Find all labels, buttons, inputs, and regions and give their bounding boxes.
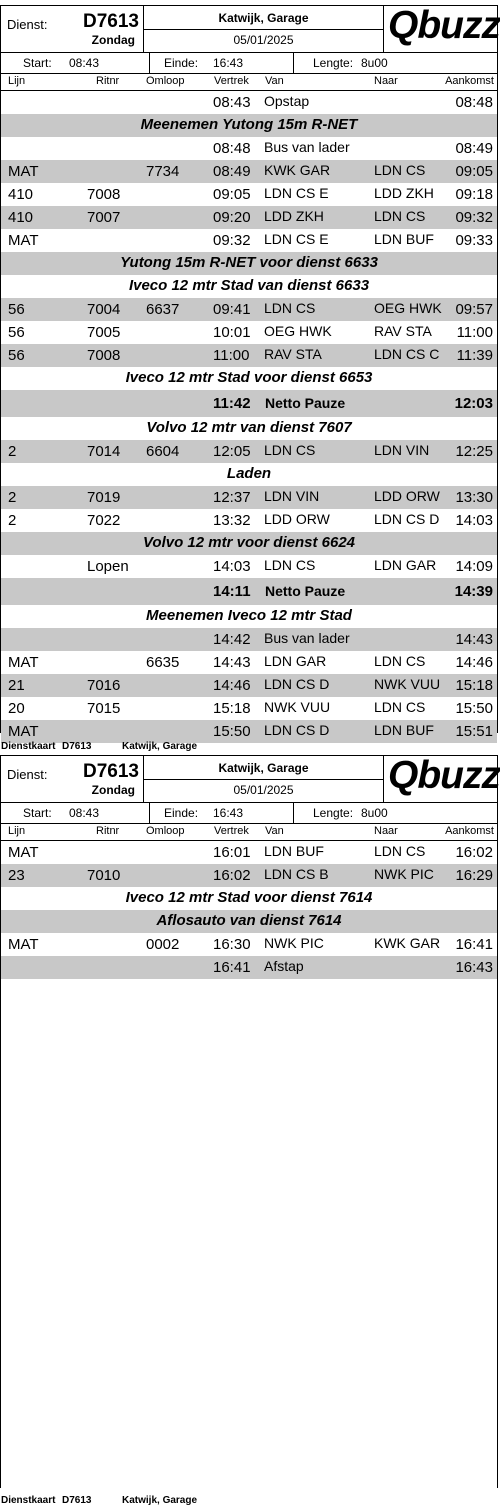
- table-row: [1, 628, 497, 651]
- col-van: Van: [265, 825, 284, 837]
- length-label: Lengte:: [313, 56, 354, 70]
- lijn-cell: 410: [8, 186, 34, 203]
- ritnr-cell: 7005: [87, 324, 121, 341]
- table-row: [1, 321, 497, 344]
- lijn-cell: 410: [8, 209, 34, 226]
- ritnr-cell: 7008: [87, 186, 121, 203]
- van-cell: LDN CS: [264, 300, 316, 316]
- footer-dienst: D7613: [62, 741, 92, 752]
- ritnr-cell: 7008: [87, 347, 121, 364]
- naar-cell: NWK VUU: [374, 676, 441, 692]
- section-heading: Iveco 12 mtr Stad voor dienst 6653: [125, 369, 373, 386]
- van-cell: Bus van lader: [264, 139, 350, 155]
- qbuzz-logo: Qbuzz: [388, 4, 500, 47]
- naar-cell: LDN VIN: [374, 442, 430, 458]
- vertrek-cell: 10:01: [213, 324, 251, 341]
- start-time: 08:43: [69, 806, 100, 820]
- pause-start: 11:42: [213, 395, 251, 412]
- van-cell: LDN CS E: [264, 185, 329, 201]
- col-naar: Naar: [374, 75, 398, 87]
- dienst-label: Dienst:: [7, 767, 48, 782]
- ritnr-cell: 7004: [87, 301, 121, 318]
- vertrek-cell: 09:05: [213, 186, 251, 203]
- aankomst-cell: 09:18: [455, 186, 493, 203]
- col-vertrek: Vertrek: [214, 75, 249, 87]
- lijn-cell: MAT: [8, 232, 39, 249]
- naar-cell: KWK GAR: [374, 935, 441, 951]
- naar-cell: LDN CS: [374, 653, 426, 669]
- aankomst-cell: 09:32: [455, 209, 493, 226]
- naar-cell: RAV STA: [374, 323, 432, 339]
- date: 05/01/2025: [233, 33, 294, 47]
- ritnr-cell: 7016: [87, 677, 121, 694]
- end-time: 16:43: [213, 806, 244, 820]
- section-heading: Volvo 12 mtr van dienst 7607: [146, 419, 352, 436]
- van-cell: NWK PIC: [264, 935, 324, 951]
- naar-cell: LDN BUF: [374, 722, 434, 738]
- col-ritnr: Ritnr: [96, 825, 120, 837]
- ritnr-cell: 7010: [87, 867, 121, 884]
- aankomst-cell: 16:29: [455, 867, 493, 884]
- aankomst-cell: 15:18: [455, 677, 493, 694]
- end-time: 16:43: [213, 56, 244, 70]
- col-lijn: Lijn: [8, 75, 26, 87]
- col-omloop: Omloop: [146, 75, 185, 87]
- van-cell: RAV STA: [264, 346, 322, 362]
- section-heading: Iveco 12 mtr Stad voor dienst 7614: [125, 889, 373, 906]
- table-row: [1, 956, 497, 979]
- vertrek-cell: 16:41: [213, 959, 251, 976]
- omloop-cell: 6635: [146, 654, 180, 671]
- van-cell: Opstap: [264, 93, 310, 109]
- page-2-blank-area: [0, 983, 498, 1488]
- omloop-cell: 6637: [146, 301, 180, 318]
- vertrek-cell: 09:41: [213, 301, 251, 318]
- aankomst-cell: 16:41: [455, 936, 493, 953]
- end-label: Einde:: [164, 806, 199, 820]
- naar-cell: LDN CS: [374, 699, 426, 715]
- table-row: [1, 555, 497, 578]
- vertrek-cell: 11:00: [213, 347, 250, 364]
- aankomst-cell: 12:25: [455, 443, 493, 460]
- col-vertrek: Vertrek: [214, 825, 249, 837]
- vertrek-cell: 15:18: [213, 700, 251, 717]
- col-omloop: Omloop: [146, 825, 185, 837]
- trip-list: [1, 841, 497, 979]
- section-heading: Volvo 12 mtr voor dienst 6624: [1, 532, 497, 555]
- aankomst-cell: 09:05: [455, 163, 493, 180]
- table-row: [1, 697, 497, 720]
- aankomst-cell: 09:33: [455, 232, 493, 249]
- page-header: [1, 754, 500, 803]
- ritnr-cell: 7022: [87, 512, 121, 529]
- aankomst-cell: 08:48: [455, 94, 493, 111]
- footer-location: Katwijk, Garage: [122, 741, 198, 752]
- start-label: Start:: [23, 806, 52, 820]
- vertrek-cell: 14:43: [213, 654, 251, 671]
- shift-times: [1, 803, 497, 824]
- vertrek-cell: 08:49: [213, 163, 251, 180]
- qbuzz-logo: Qbuzz: [388, 754, 500, 797]
- vertrek-cell: 14:46: [213, 677, 251, 694]
- aankomst-cell: 14:09: [455, 558, 493, 575]
- location-date-box: [143, 6, 384, 52]
- pause-end: 14:39: [454, 583, 493, 600]
- van-cell: LDN CS D: [264, 722, 330, 738]
- date: 05/01/2025: [233, 783, 294, 797]
- vertrek-cell: 15:50: [213, 723, 251, 740]
- van-cell: NWK VUU: [264, 699, 331, 715]
- vertrek-cell: 14:03: [213, 558, 251, 575]
- table-row: [1, 720, 497, 743]
- length-value: 8u00: [361, 56, 388, 70]
- ritnr-cell: Lopen: [87, 558, 129, 575]
- footer-label: Dienstkaart: [1, 741, 56, 752]
- ritnr-cell: 7014: [87, 443, 121, 460]
- section-heading: Yutong 15m R-NET voor dienst 6633: [1, 252, 497, 275]
- length-label: Lengte:: [313, 806, 354, 820]
- col-aankomst: Aankomst: [445, 825, 494, 837]
- pause-end: 12:03: [454, 395, 493, 412]
- trip-list: [1, 91, 497, 743]
- table-row: [1, 160, 497, 183]
- section-heading: Meenemen Iveco 12 mtr Stad: [146, 607, 352, 624]
- vertrek-cell: 14:42: [213, 631, 251, 648]
- location-date-box: [143, 756, 384, 802]
- van-cell: LDN CS: [264, 557, 316, 573]
- lijn-cell: 23: [8, 867, 25, 884]
- col-ritnr: Ritnr: [96, 75, 120, 87]
- van-cell: LDN CS B: [264, 866, 329, 882]
- van-cell: LDD ORW: [264, 511, 330, 527]
- lijn-cell: 21: [8, 677, 25, 694]
- table-row: [1, 509, 497, 532]
- aankomst-cell: 08:49: [455, 140, 493, 157]
- omloop-cell: 0002: [146, 936, 180, 953]
- start-time: 08:43: [69, 56, 100, 70]
- aankomst-cell: 13:30: [455, 489, 493, 506]
- col-naar: Naar: [374, 825, 398, 837]
- lijn-cell: 56: [8, 347, 25, 364]
- van-cell: LDN CS E: [264, 231, 329, 247]
- van-cell: LDN GAR: [264, 653, 327, 669]
- aankomst-cell: 14:46: [455, 654, 493, 671]
- pause-start: 14:11: [213, 583, 251, 600]
- lijn-cell: MAT: [8, 163, 39, 180]
- column-headers: [1, 74, 497, 91]
- vertrek-cell: 16:30: [213, 936, 251, 953]
- naar-cell: LDN CS D: [374, 511, 440, 527]
- naar-cell: LDD ORW: [374, 488, 440, 504]
- vertrek-cell: 16:02: [213, 867, 251, 884]
- naar-cell: LDN CS C: [374, 346, 440, 362]
- vertrek-cell: 12:37: [213, 489, 251, 506]
- section-heading: Laden: [226, 465, 272, 482]
- naar-cell: LDN CS: [374, 208, 426, 224]
- table-row: [1, 298, 497, 321]
- naar-cell: LDN CS: [374, 843, 426, 859]
- shift-times: [1, 53, 497, 74]
- van-cell: OEG HWK: [264, 323, 332, 339]
- col-aankomst: Aankomst: [445, 75, 494, 87]
- vertrek-cell: 12:05: [213, 443, 251, 460]
- day-label: Zondag: [91, 33, 135, 47]
- aankomst-cell: 16:02: [455, 844, 493, 861]
- footer-dienst: D7613: [62, 1495, 92, 1506]
- table-row: [1, 183, 497, 206]
- table-row: [1, 206, 497, 229]
- naar-cell: LDN GAR: [374, 557, 437, 573]
- table-row: [1, 864, 497, 887]
- table-row: [1, 229, 497, 252]
- lijn-cell: MAT: [8, 723, 39, 740]
- lijn-cell: 2: [8, 489, 17, 506]
- van-cell: Afstap: [264, 958, 304, 974]
- lijn-cell: 56: [8, 301, 25, 318]
- aankomst-cell: 16:43: [455, 959, 493, 976]
- van-cell: LDN CS: [264, 442, 316, 458]
- omloop-cell: 6604: [146, 443, 180, 460]
- van-cell: LDD ZKH: [264, 208, 324, 224]
- section-heading: Iveco 12 mtr Stad van dienst 6633: [128, 277, 370, 294]
- pause-label: Netto Pauze: [265, 583, 346, 599]
- aankomst-cell: 11:00: [456, 324, 493, 341]
- dienstkaart-page-1: [0, 4, 500, 740]
- lijn-cell: MAT: [8, 844, 39, 861]
- dienst-number: D7613: [83, 761, 139, 782]
- van-cell: KWK GAR: [264, 162, 331, 178]
- naar-cell: LDN CS: [374, 162, 426, 178]
- location: Katwijk, Garage: [218, 11, 309, 25]
- aankomst-cell: 15:51: [455, 723, 493, 740]
- dienst-number: D7613: [83, 11, 139, 32]
- lijn-cell: 20: [8, 700, 25, 717]
- naar-cell: NWK PIC: [374, 866, 434, 882]
- lijn-cell: 56: [8, 324, 25, 341]
- vertrek-cell: 08:48: [213, 140, 251, 157]
- aankomst-cell: 14:43: [455, 631, 493, 648]
- length-value: 8u00: [361, 806, 388, 820]
- van-cell: LDN CS D: [264, 676, 330, 692]
- section-heading: Aflosauto van dienst 7614: [1, 910, 497, 933]
- page-header: [1, 4, 500, 53]
- table-row: [1, 651, 497, 674]
- aankomst-cell: 11:39: [456, 347, 493, 364]
- pause-row: [1, 578, 497, 605]
- omloop-cell: 7734: [146, 163, 180, 180]
- lijn-cell: 2: [8, 443, 17, 460]
- footer-location: Katwijk, Garage: [122, 1495, 198, 1506]
- ritnr-cell: 7019: [87, 489, 121, 506]
- table-row: [1, 137, 497, 160]
- section-heading: Meenemen Yutong 15m R-NET: [1, 114, 497, 137]
- lijn-cell: MAT: [8, 654, 39, 671]
- footer-label: Dienstkaart: [1, 1495, 56, 1506]
- col-lijn: Lijn: [8, 825, 26, 837]
- van-cell: Bus van lader: [264, 630, 350, 646]
- start-label: Start:: [23, 56, 52, 70]
- column-headers: [1, 824, 497, 841]
- table-row: [1, 674, 497, 697]
- pause-row: [1, 390, 497, 417]
- day-label: Zondag: [91, 783, 135, 797]
- naar-cell: LDN BUF: [374, 231, 434, 247]
- van-cell: LDN BUF: [264, 843, 324, 859]
- vertrek-cell: 13:32: [213, 512, 251, 529]
- lijn-cell: 2: [8, 512, 17, 529]
- table-row: [1, 344, 497, 367]
- ritnr-cell: 7015: [87, 700, 121, 717]
- end-label: Einde:: [164, 56, 199, 70]
- dienstkaart-page-2: [0, 755, 498, 983]
- aankomst-cell: 09:57: [455, 301, 493, 318]
- van-cell: LDN VIN: [264, 488, 320, 504]
- vertrek-cell: 16:01: [213, 844, 251, 861]
- vertrek-cell: 08:43: [213, 94, 251, 111]
- ritnr-cell: 7007: [87, 209, 121, 226]
- naar-cell: OEG HWK: [374, 300, 442, 316]
- aankomst-cell: 15:50: [455, 700, 493, 717]
- dienst-label: Dienst:: [7, 17, 48, 32]
- location: Katwijk, Garage: [218, 761, 309, 775]
- col-van: Van: [265, 75, 284, 87]
- vertrek-cell: 09:32: [213, 232, 251, 249]
- pause-label: Netto Pauze: [265, 395, 346, 411]
- aankomst-cell: 14:03: [455, 512, 493, 529]
- lijn-cell: MAT: [8, 936, 39, 953]
- table-row: [1, 841, 497, 864]
- table-row: [1, 933, 497, 956]
- table-row: [1, 440, 497, 463]
- table-row: [1, 486, 497, 509]
- naar-cell: LDD ZKH: [374, 185, 434, 201]
- table-row: [1, 91, 497, 114]
- vertrek-cell: 09:20: [213, 209, 251, 226]
